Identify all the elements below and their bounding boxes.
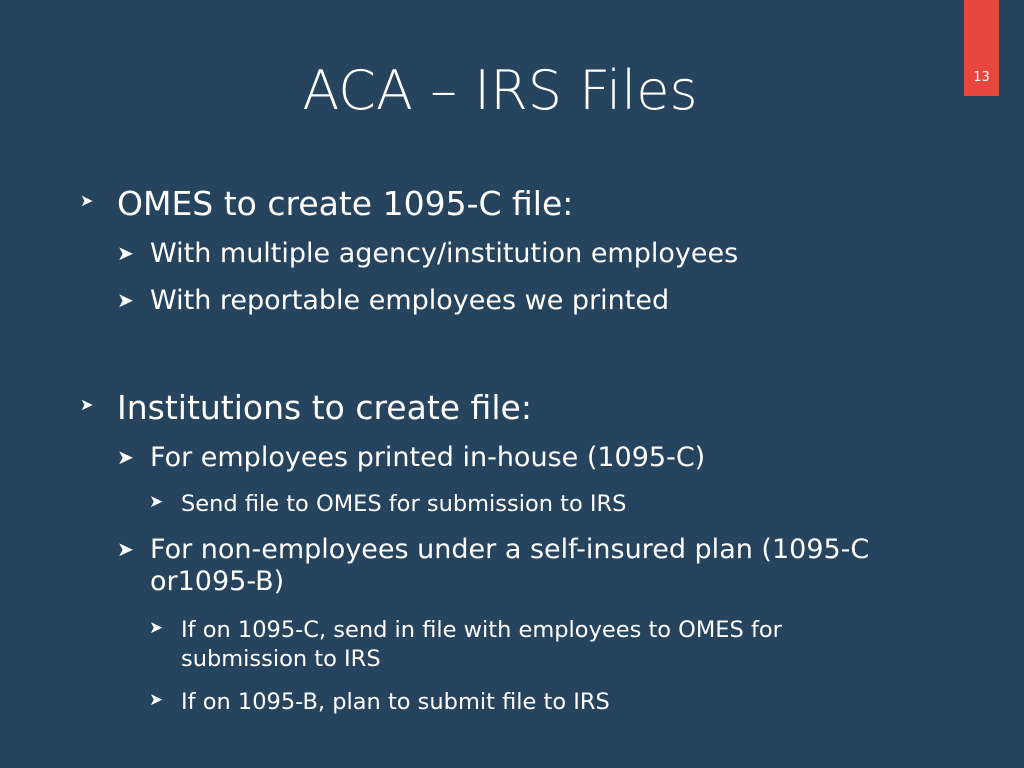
arrowhead-bullet-icon: ➤ — [80, 395, 94, 414]
bullet-text: If on 1095-B, plan to submit file to IRS — [181, 689, 610, 715]
bullet-text: OMES to create 1095-C file: — [117, 184, 574, 223]
arrowhead-bullet-icon: ➤ — [117, 445, 134, 469]
bullet-text: For non-employees under a self-insured plan (1095-C or1095-B) — [150, 534, 870, 597]
arrowhead-bullet-icon: ➤ — [117, 241, 134, 265]
bullet-text: With reportable employees we printed — [150, 285, 670, 316]
page-number: 13 — [973, 70, 990, 85]
bullet-text: If on 1095-C, send in file with employees to OMES for submission to IRS — [181, 617, 782, 672]
arrowhead-bullet-icon: ➤ — [80, 191, 94, 210]
arrowhead-bullet-icon: ➤ — [149, 618, 164, 638]
bullet-text: For employees printed in-house (1095-C) — [150, 442, 706, 473]
slide-title: ACA – IRS Files — [302, 59, 698, 122]
bullet-text: Institutions to create file: — [117, 388, 532, 427]
bullet-text: With multiple agency/institution employees — [150, 238, 739, 269]
arrowhead-bullet-icon: ➤ — [149, 690, 164, 710]
bullet-text: Send file to OMES for submission to IRS — [181, 491, 627, 517]
arrowhead-bullet-icon: ➤ — [117, 537, 134, 561]
arrowhead-bullet-icon: ➤ — [149, 492, 164, 512]
arrowhead-bullet-icon: ➤ — [117, 288, 134, 312]
